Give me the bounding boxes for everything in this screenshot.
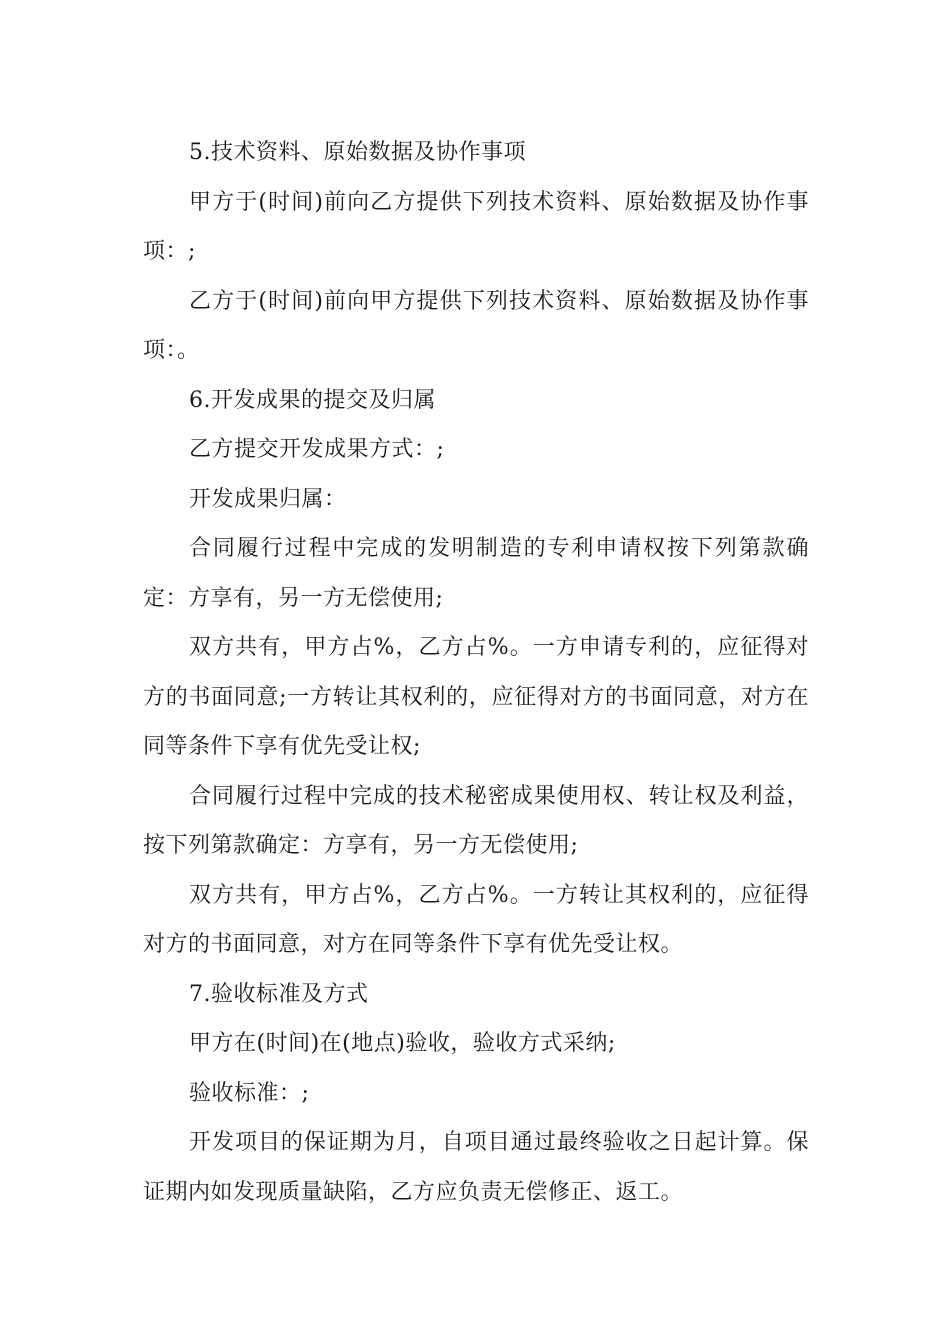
paragraph: 开发项目的保证期为月，自项目通过最终验收之日起计算。保证期内如发现质量缺陷，乙方应负责无偿修正、返工。 (143, 1130, 809, 1205)
paragraph: 双方共有，甲方占%，乙方占%。一方转让其权利的，应征得对方的书面同意，对方在同等条件下享有优先受让权。 (143, 882, 809, 957)
paragraph: 合同履行过程中完成的技术秘密成果使用权、转让权及利益，按下列第款确定：方享有，另一方无偿使用; (143, 783, 809, 858)
section-heading-6: 6.开发成果的提交及归属 (189, 387, 436, 413)
paragraph: 甲方于(时间)前向乙方提供下列技术资料、原始数据及协作事项：; (143, 189, 809, 264)
paragraph: 乙方提交开发成果方式：; (189, 437, 445, 462)
paragraph: 双方共有，甲方占%，乙方占%。一方申请专利的，应征得对方的书面同意;一方转让其权利的，应征得对方的书面同意，对方在同等条件下享有优先受让权; (143, 635, 809, 759)
document-body (143, 128, 809, 1217)
paragraph: 甲方在(时间)在(地点)验收，验收方式采纳; (189, 1031, 616, 1056)
section-heading-7: 7.验收标准及方式 (189, 981, 369, 1007)
paragraph: 开发成果归属： (189, 486, 347, 512)
paragraph: 乙方于(时间)前向甲方提供下列技术资料、原始数据及协作事项：。 (143, 288, 809, 363)
paragraph: 验收标准：; (189, 1080, 310, 1106)
paragraph: 合同履行过程中完成的发明制造的专利申请权按下列第款确定：方享有，另一方无偿使用; (143, 536, 809, 611)
section-heading-5: 5.技术资料、原始数据及协作事项 (189, 140, 526, 165)
